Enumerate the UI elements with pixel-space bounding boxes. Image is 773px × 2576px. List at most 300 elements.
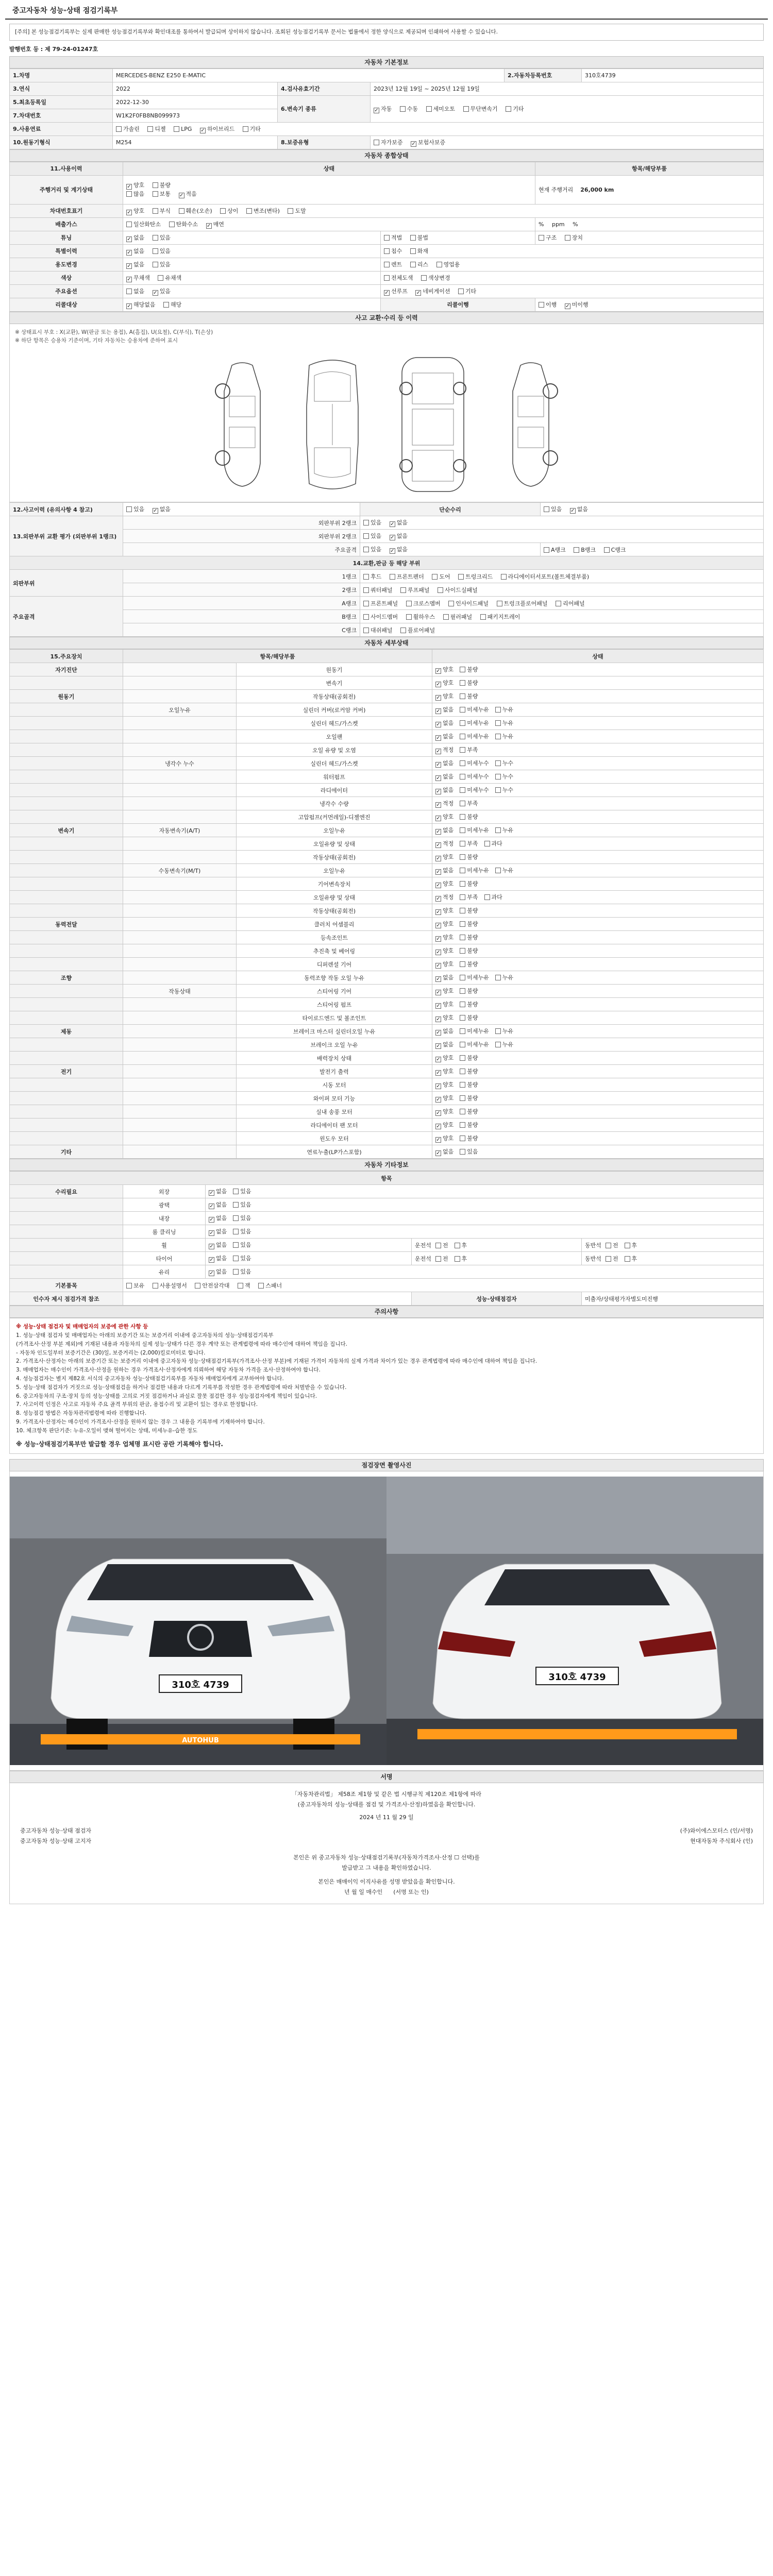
detail-checkbox[interactable] [435, 1083, 441, 1089]
detail-checkbox[interactable] [460, 1136, 465, 1141]
detail-checkbox[interactable] [460, 774, 465, 779]
basic-item-checkbox[interactable] [153, 1283, 158, 1289]
detail-system-label: 동력전달 [10, 918, 123, 931]
detail-checkbox[interactable] [435, 829, 441, 835]
detail-checkbox[interactable] [460, 760, 465, 766]
exhaust-opt-label: 매연 [213, 221, 224, 228]
detail-checkbox[interactable] [460, 827, 465, 833]
other-row [10, 1212, 764, 1225]
option-label: 주요옵션 [10, 284, 123, 298]
trans-checkbox-auto[interactable] [374, 108, 379, 113]
part-checkbox[interactable] [390, 574, 395, 580]
part-checkbox[interactable] [363, 601, 369, 606]
tuning-checkbox[interactable] [410, 235, 416, 241]
basic-info-table [9, 69, 764, 149]
special-checkbox[interactable] [126, 250, 132, 256]
detail-checkbox[interactable] [435, 1070, 441, 1076]
position-checkbox[interactable] [435, 1243, 441, 1248]
option-options-2 [381, 284, 764, 298]
detail-checkbox[interactable] [460, 1069, 465, 1074]
detail-checkbox[interactable] [460, 814, 465, 820]
usage-checkbox[interactable] [384, 262, 390, 267]
detail-checkbox[interactable] [460, 1002, 465, 1007]
detail-checkbox[interactable] [460, 1015, 465, 1021]
general-status-header: 자동차 종합상태 [9, 149, 764, 162]
detail-checkbox[interactable] [435, 749, 441, 754]
position-checkbox[interactable] [455, 1256, 460, 1262]
detail-option-label: 양호 [443, 961, 454, 968]
basic-item-checkbox[interactable] [258, 1283, 264, 1289]
part-checkbox[interactable] [363, 574, 369, 580]
detail-checkbox[interactable] [495, 734, 501, 739]
detail-item-label: 스티어링 기어 [237, 985, 432, 998]
other-checkbox[interactable] [209, 1257, 214, 1263]
detail-system-label: 자기진단 [10, 663, 123, 676]
level-checkbox[interactable] [390, 521, 395, 527]
detail-checkbox[interactable] [435, 1057, 441, 1062]
detail-option-label: 양호 [443, 921, 454, 928]
exhaust-units [535, 217, 764, 231]
other-checkbox[interactable] [233, 1229, 239, 1234]
detail-checkbox[interactable] [484, 841, 490, 846]
detail-checkbox[interactable] [435, 842, 441, 848]
detail-checkbox[interactable] [495, 760, 501, 766]
mileage-opt-label: 보통 [159, 191, 171, 198]
color-options-2 [381, 271, 764, 284]
vin-mark-checkbox[interactable] [126, 210, 132, 215]
detail-checkbox[interactable] [460, 988, 465, 994]
price-note-label: 성능·상태점검자 [412, 1292, 582, 1306]
detail-checkbox[interactable] [435, 722, 441, 727]
level-opt-label: 없음 [396, 519, 408, 527]
trans-options [371, 95, 764, 122]
detail-system-label [10, 1038, 123, 1052]
recall-impl-checkbox[interactable] [539, 302, 544, 308]
other-state-options [206, 1252, 412, 1265]
detail-checkbox[interactable] [435, 695, 441, 701]
simple-repair-checkbox[interactable] [570, 508, 576, 514]
trans-checkbox-manual[interactable] [400, 106, 406, 112]
detail-checkbox[interactable] [495, 774, 501, 779]
detail-option-label: 불량 [467, 947, 478, 955]
caution-box [9, 1318, 764, 1454]
col-state-header: 상태 [123, 162, 535, 175]
other-checkbox[interactable] [209, 1190, 214, 1196]
detail-system-label [10, 1052, 123, 1065]
notice-box: [주의] 본 성능점검기록부는 실제 판매한 성능점검기록부와 확인대조를 통하여서 발급되며 상이하지 않습니다. 조회된 성능점검기록부 문서는 법률에서 정한 양식으로 제공되며 인쇄하여 사용할 수 있습니다. [9, 24, 764, 41]
detail-checkbox[interactable] [435, 775, 441, 781]
usage-opt-label: 있음 [159, 261, 171, 268]
position-checkbox[interactable] [625, 1256, 630, 1262]
vin-mark-opt-label: 변조(변타) [253, 207, 280, 214]
detail-option-label: 양호 [443, 880, 454, 888]
detail-checkbox[interactable] [460, 868, 465, 873]
option-checkbox[interactable] [126, 289, 132, 294]
detail-checkbox[interactable] [460, 881, 465, 887]
part-checkbox[interactable] [501, 574, 507, 580]
detail-checkbox[interactable] [435, 682, 441, 687]
detail-checkbox[interactable] [460, 707, 465, 713]
detail-option [435, 1027, 453, 1036]
detail-category-label [123, 1092, 237, 1105]
detail-checkbox[interactable] [495, 787, 501, 793]
detail-checkbox[interactable] [460, 1122, 465, 1128]
fuel-options [113, 122, 764, 135]
other-row [10, 1198, 764, 1212]
detail-checkbox[interactable] [435, 936, 441, 942]
other-checkbox[interactable] [233, 1242, 239, 1248]
position-option [455, 1255, 467, 1263]
level2-checkbox[interactable] [363, 533, 369, 539]
detail-checkbox[interactable] [495, 707, 501, 713]
part-checkbox[interactable] [406, 601, 412, 606]
detail-checkbox[interactable] [495, 975, 501, 980]
vin-mark-checkbox[interactable] [153, 208, 158, 214]
usage-label: 용도변경 [10, 258, 123, 271]
accident-checkbox[interactable] [153, 508, 158, 514]
simple-opt-label: 없음 [577, 506, 589, 513]
accident-checkbox[interactable] [126, 506, 132, 512]
simple-repair-checkbox[interactable] [544, 506, 549, 512]
repair-legend-line-2: ※ 하단 항목은 승용차 기준이며, 기타 자동차는 승용차에 준하여 표시 [15, 337, 178, 344]
position-checkbox[interactable] [435, 1256, 441, 1262]
detail-option-label: 부족 [467, 800, 478, 807]
other-checkbox[interactable] [233, 1202, 239, 1208]
detail-checkbox[interactable] [460, 1042, 465, 1047]
other-checkbox[interactable] [233, 1269, 239, 1275]
detail-checkbox[interactable] [435, 976, 441, 982]
trans-label: 6.변속기 종류 [278, 95, 371, 122]
vin-mark-checkbox[interactable] [288, 208, 293, 214]
tuning-checkbox[interactable] [384, 235, 390, 241]
other-checkbox[interactable] [209, 1270, 214, 1276]
detail-checkbox[interactable] [435, 1097, 441, 1103]
detail-checkbox[interactable] [435, 950, 441, 955]
detail-checkbox[interactable] [484, 894, 490, 900]
detail-checkbox[interactable] [460, 1082, 465, 1088]
fuel-checkbox[interactable] [174, 126, 179, 132]
detail-checkbox[interactable] [435, 856, 441, 861]
part-checkbox[interactable] [438, 587, 443, 593]
detail-checkbox[interactable] [460, 975, 465, 980]
frame-checkbox[interactable] [363, 547, 369, 552]
detail-checkbox[interactable] [435, 1003, 441, 1009]
detail-checkbox[interactable] [435, 1043, 441, 1049]
detail-checkbox[interactable] [460, 921, 465, 927]
document-title: 중고자동차 성능·상태 점검기록부 [5, 0, 768, 20]
exhaust-checkbox[interactable] [206, 223, 212, 229]
detail-option-label: 없음 [443, 1148, 454, 1156]
option-checkbox[interactable] [458, 289, 464, 294]
detail-checkbox[interactable] [460, 720, 465, 726]
front-plate-text: 310호 4739 [172, 1679, 229, 1690]
detail-checkbox[interactable] [435, 1137, 441, 1143]
detail-checkbox[interactable] [460, 787, 465, 793]
detail-option [495, 973, 513, 981]
tuning-checkbox[interactable] [126, 236, 132, 242]
parts-header: 14.교환,판금 등 해당 부위 [10, 556, 764, 570]
detail-row [10, 1011, 764, 1025]
trans-checkbox-other[interactable] [506, 106, 511, 112]
other-checkbox[interactable] [233, 1189, 239, 1194]
fuel-checkbox[interactable] [243, 126, 248, 132]
part-checkbox[interactable] [363, 587, 369, 593]
other-option [233, 1200, 251, 1209]
caution-line: 7. 사고이력 인정은 사고로 자동차 주요 골격 부위의 판금, 용접수리 및 교환이 있는 경우로 한정합니다. [16, 1401, 258, 1408]
mileage-checkbox[interactable] [153, 191, 158, 197]
exhaust-opt-label: 일산화탄소 [133, 221, 161, 228]
warranty-checkbox[interactable] [411, 141, 416, 147]
tuning-checkbox[interactable] [153, 235, 158, 241]
tuning-checkbox[interactable] [539, 235, 544, 241]
other-item-label: 외장 [123, 1185, 206, 1198]
color-checkbox[interactable] [126, 277, 132, 282]
detail-category-label [123, 717, 237, 730]
outer-rank2-label: 외판부위 2랭크 [123, 530, 360, 543]
usage-checkbox[interactable] [153, 262, 158, 267]
option-checkbox[interactable] [384, 290, 390, 296]
motor-label: 10.원동기형식 [10, 135, 113, 149]
usage-checkbox[interactable] [436, 262, 442, 267]
detail-checkbox[interactable] [495, 720, 501, 726]
level2-checkbox[interactable] [390, 535, 395, 540]
detail-option-label: 불량 [467, 934, 478, 941]
detail-row [10, 918, 764, 931]
part-checkbox[interactable] [443, 614, 449, 620]
detail-checkbox[interactable] [460, 1095, 465, 1101]
other-checkbox[interactable] [233, 1215, 239, 1221]
color-checkbox[interactable] [421, 275, 427, 281]
accident-table [9, 502, 764, 637]
detail-checkbox[interactable] [495, 827, 501, 833]
detail-checkbox[interactable] [435, 869, 441, 875]
other-item-label: 휠 [123, 1239, 206, 1252]
detail-option [460, 759, 489, 767]
part-checkbox[interactable] [432, 574, 438, 580]
inspector-row [20, 1826, 753, 1836]
detail-col-system: 15.주요장치 [10, 650, 123, 663]
detail-checkbox[interactable] [435, 668, 441, 674]
repair-header: 사고 교환·수리 등 이력 [9, 312, 764, 324]
buyer-sign[interactable]: (서명 또는 인) [393, 1889, 429, 1896]
detail-state-options [432, 730, 764, 743]
mileage-checkbox[interactable] [126, 191, 132, 197]
vin-mark-checkbox[interactable] [179, 208, 184, 214]
detail-checkbox[interactable] [435, 735, 441, 741]
basic-item-label: 스패너 [265, 1282, 282, 1289]
detail-checkbox[interactable] [435, 762, 441, 768]
exhaust-checkbox[interactable] [169, 222, 175, 227]
fuel-checkbox[interactable] [116, 126, 122, 132]
detail-checkbox[interactable] [435, 1110, 441, 1116]
detail-checkbox[interactable] [495, 1042, 501, 1047]
detail-checkbox[interactable] [435, 1150, 441, 1156]
position-checkbox[interactable] [606, 1256, 611, 1262]
part-label: 프론트펜더 [396, 573, 424, 580]
general-status-section [9, 149, 764, 312]
detail-checkbox[interactable] [460, 680, 465, 686]
part-checkbox[interactable] [363, 628, 369, 633]
document-number: 발행번호 등 : 제 79-24-01247호 [9, 45, 98, 53]
detail-option [435, 799, 453, 808]
part-checkbox[interactable] [400, 587, 406, 593]
detail-checkbox[interactable] [460, 935, 465, 940]
detail-option [460, 705, 489, 714]
part-checkbox[interactable] [400, 628, 406, 633]
basic-item-checkbox[interactable] [195, 1283, 200, 1289]
frame-rank-checkbox[interactable] [544, 547, 549, 553]
recall-checkbox[interactable] [163, 302, 169, 308]
detail-checkbox[interactable] [460, 908, 465, 913]
special-checkbox[interactable] [384, 248, 390, 254]
other-option [233, 1187, 251, 1195]
detail-checkbox[interactable] [460, 1028, 465, 1034]
recall-checkbox[interactable] [126, 303, 132, 309]
option-checkbox[interactable] [153, 290, 158, 296]
usage-opt-label: 렌트 [391, 261, 402, 268]
detail-checkbox[interactable] [435, 896, 441, 902]
warranty-checkbox[interactable] [374, 140, 379, 145]
color-checkbox[interactable] [384, 275, 390, 281]
frame-checkbox[interactable] [390, 548, 395, 554]
detail-option-label: 누유 [502, 706, 514, 714]
caution-line: 10. 체크항목 판단기준: 누유-오일이 맺혀 떨어지는 상태, 미세누유-습한 정도 [16, 1427, 197, 1434]
detail-checkbox[interactable] [495, 868, 501, 873]
position-option [606, 1241, 618, 1249]
option-checkbox[interactable] [415, 290, 421, 296]
fuel-checkbox[interactable] [200, 128, 206, 133]
part-checkbox[interactable] [458, 574, 464, 580]
detail-state-options [432, 1118, 764, 1132]
part-checkbox[interactable] [406, 614, 412, 620]
other-table [9, 1171, 764, 1306]
special-checkbox[interactable] [153, 248, 158, 254]
vin-mark-checkbox[interactable] [246, 208, 252, 214]
detail-header: 자동차 세부상태 [9, 637, 764, 649]
other-checkbox[interactable] [233, 1256, 239, 1261]
part-checkbox[interactable] [363, 614, 369, 620]
usage-checkbox[interactable] [410, 262, 416, 267]
detail-option [460, 1094, 478, 1102]
detail-option [435, 665, 453, 674]
color-checkbox[interactable] [158, 275, 163, 281]
detail-option-label: 미세누유 [467, 827, 489, 834]
detail-checkbox[interactable] [460, 948, 465, 954]
detail-checkbox[interactable] [435, 923, 441, 928]
detail-checkbox[interactable] [435, 1030, 441, 1036]
detail-checkbox[interactable] [435, 909, 441, 915]
part-checkbox[interactable] [556, 601, 561, 606]
frame-label: 주요골격 [123, 543, 360, 556]
col-item-header: 11.사용이력 [10, 162, 123, 175]
detail-state-options [432, 1078, 764, 1092]
detail-checkbox[interactable] [460, 854, 465, 860]
detail-option-label: 없음 [443, 1041, 454, 1048]
detail-checkbox[interactable] [460, 1109, 465, 1114]
detail-checkbox[interactable] [435, 789, 441, 794]
basic-item-checkbox[interactable] [238, 1283, 243, 1289]
frame-rank-checkbox[interactable] [574, 547, 579, 553]
detail-checkbox[interactable] [460, 734, 465, 739]
detail-checkbox[interactable] [460, 801, 465, 806]
detail-row [10, 837, 764, 851]
position-checkbox[interactable] [625, 1243, 630, 1248]
year-value: 2022 [113, 82, 278, 95]
exhaust-checkbox[interactable] [126, 222, 132, 227]
special-checkbox[interactable] [410, 248, 416, 254]
part-checkbox[interactable] [497, 601, 502, 606]
vin-mark-checkbox[interactable] [220, 208, 226, 214]
tuning-label: 튜닝 [10, 231, 123, 244]
basic-item-checkbox[interactable] [126, 1283, 132, 1289]
other-checkbox[interactable] [209, 1230, 214, 1236]
vin-label: 7.차대번호 [10, 109, 113, 122]
detail-checkbox[interactable] [495, 1028, 501, 1034]
mileage-checkbox[interactable] [126, 184, 132, 190]
trans-checkbox-semi[interactable] [426, 106, 432, 112]
accident-label: 12.사고이력 (유의사항 4 참고) [10, 503, 123, 516]
position-checkbox[interactable] [606, 1243, 611, 1248]
caution-line: 4. 성능점검자는 별지 제82호 서식의 중고자동차 성능·상태점검기록부를 자동차 매매업자에게 교부하여야 합니다. [16, 1376, 284, 1382]
part-checkbox[interactable] [480, 614, 486, 620]
lift-brand-text: AUTOHUB [182, 1736, 219, 1744]
detail-state-options [432, 757, 764, 770]
detail-checkbox[interactable] [460, 1149, 465, 1155]
detail-checkbox[interactable] [460, 894, 465, 900]
detail-checkbox[interactable] [435, 990, 441, 995]
other-checkbox[interactable] [209, 1244, 214, 1249]
detail-checkbox[interactable] [435, 816, 441, 821]
detail-checkbox[interactable] [460, 841, 465, 846]
detail-option [460, 1067, 478, 1075]
trans-checkbox-cvt[interactable] [463, 106, 469, 112]
detail-checkbox[interactable] [435, 883, 441, 888]
tuning-checkbox[interactable] [565, 235, 570, 241]
other-checkbox[interactable] [209, 1204, 214, 1209]
detail-checkbox[interactable] [460, 961, 465, 967]
detail-checkbox[interactable] [460, 747, 465, 753]
other-checkbox[interactable] [209, 1217, 214, 1223]
recall-impl-checkbox[interactable] [565, 303, 570, 309]
part-checkbox[interactable] [448, 601, 454, 606]
detail-checkbox[interactable] [435, 963, 441, 969]
detail-checkbox[interactable] [460, 693, 465, 699]
usage-checkbox[interactable] [126, 263, 132, 269]
detail-checkbox[interactable] [460, 1055, 465, 1061]
fuel-opt-label: 기타 [249, 125, 261, 132]
detail-item-label: 워터펌프 [237, 770, 432, 784]
mileage-checkbox[interactable] [179, 193, 184, 198]
detail-checkbox[interactable] [435, 802, 441, 808]
detail-category-label [123, 971, 237, 985]
detail-checkbox[interactable] [435, 1016, 441, 1022]
detail-option [495, 786, 513, 794]
detail-option [460, 826, 489, 834]
detail-checkbox[interactable] [435, 708, 441, 714]
detail-option [460, 973, 489, 981]
fuel-checkbox[interactable] [147, 126, 153, 132]
mileage-checkbox[interactable] [153, 182, 158, 188]
vin-mark-opt-label: 훼손(오손) [186, 207, 212, 214]
frame-rank-checkbox[interactable] [604, 547, 610, 553]
detail-checkbox[interactable] [435, 1124, 441, 1129]
level-checkbox[interactable] [363, 520, 369, 526]
detail-checkbox[interactable] [460, 667, 465, 672]
caution-section [9, 1306, 764, 1454]
position-checkbox[interactable] [455, 1243, 460, 1248]
trans-opt-label: 수동 [407, 105, 418, 112]
detail-option [460, 906, 478, 914]
